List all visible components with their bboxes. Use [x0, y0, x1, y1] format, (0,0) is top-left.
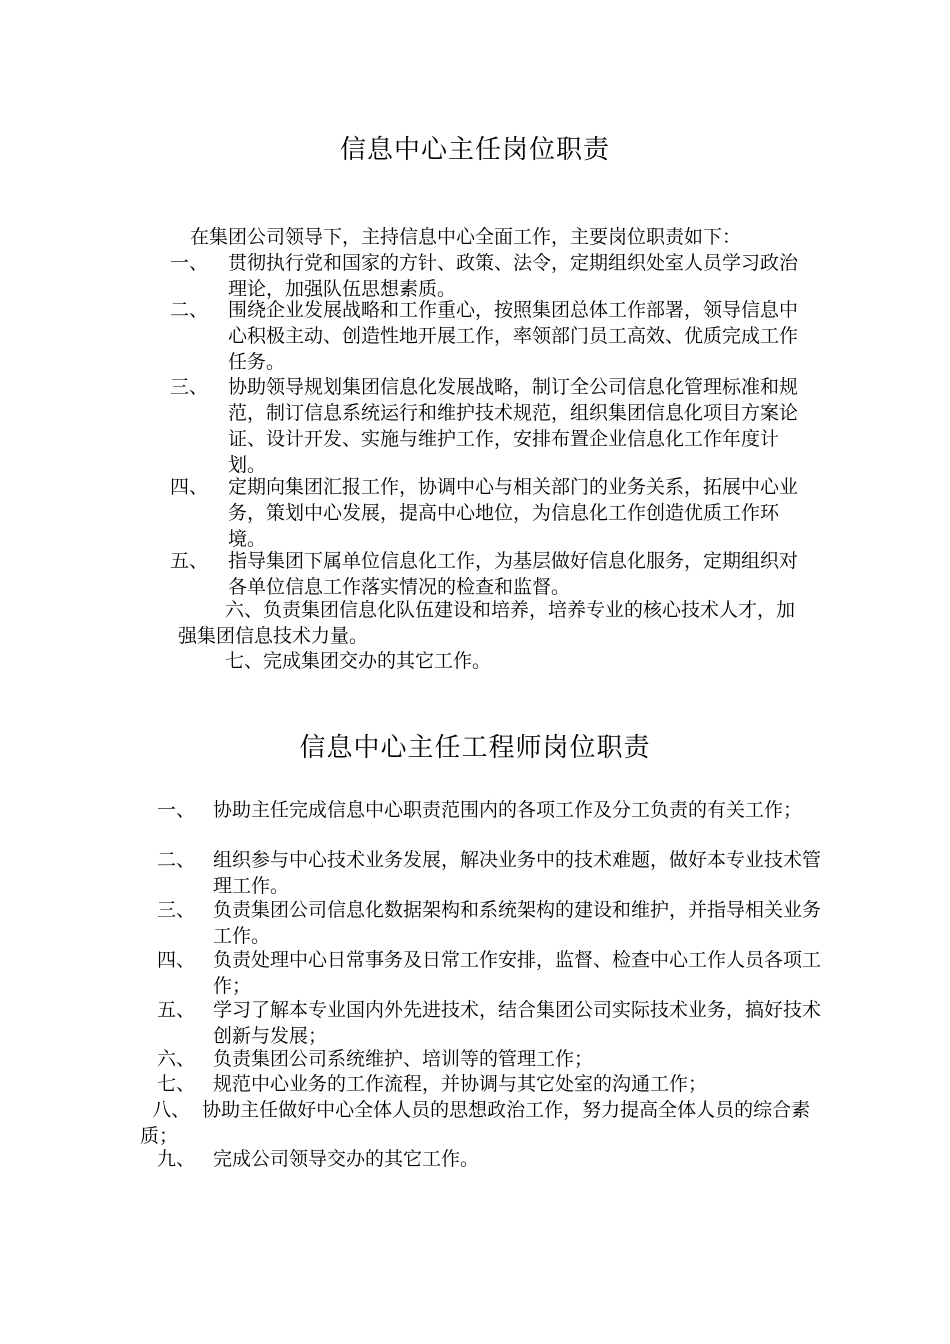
item-text: 指导集团下属单位信息化工作，为基层做好信息化服务，定期组织对各单位信息工作落实情况的检查和监督。	[228, 550, 799, 598]
item-text: 八、 协助主任做好中心全体人员的思想政治工作，努力提高全体人员的综合素质；	[140, 1099, 811, 1147]
section2-item-1	[157, 797, 822, 823]
item-number: 二、	[157, 849, 196, 871]
item-text: 围绕企业发展战略和工作重心，按照集团总体工作部署，领导信息中心积极主动、创造性地开展工作，率领部门员工高效、优质完成工作任务。	[228, 299, 799, 373]
section1-title: 信息中心主任岗位职责	[339, 135, 610, 165]
section2-title: 信息中心主任工程师岗位职责	[299, 733, 651, 763]
section1-item-2	[170, 297, 810, 375]
item-text: 七、完成集团交办的其它工作。	[225, 650, 492, 672]
item-text: 负责集团公司信息化数据架构和系统架构的建设和维护，并指导相关业务工作。	[213, 899, 822, 947]
section1-item-4	[170, 474, 810, 552]
section2-item-5	[157, 997, 822, 1049]
item-number: 一、	[170, 252, 209, 274]
section2-item-8	[140, 1097, 820, 1149]
item-number: 六、	[157, 1048, 196, 1070]
item-number: 三、	[157, 899, 196, 921]
item-text: 贯彻执行党和国家的方针、政策、法令，定期组织处室人员学习政治理论，加强队伍思想素质。	[228, 252, 799, 300]
item-text: 六、负责集团信息化队伍建设和培养，培养专业的核心技术人才，加强集团信息技术力量。	[178, 599, 796, 647]
item-number: 四、	[170, 476, 209, 498]
section1-item-3	[170, 374, 810, 478]
section2-item-7	[157, 1071, 822, 1097]
item-text: 学习了解本专业国内外先进技术，结合集团公司实际技术业务，搞好技术创新与发展；	[213, 999, 822, 1047]
item-text: 组织参与中心技术业务发展，解决业务中的技术难题，做好本专业技术管理工作。	[213, 849, 822, 897]
section2-item-6	[157, 1046, 822, 1072]
section1-item-6	[178, 597, 808, 649]
item-number: 一、	[157, 799, 196, 821]
item-number: 二、	[170, 299, 209, 321]
section1-item-1	[170, 250, 810, 302]
section2-item-9	[157, 1146, 822, 1172]
item-text: 规范中心业务的工作流程，并协调与其它处室的沟通工作；	[213, 1073, 708, 1095]
section1-item-7	[178, 648, 808, 674]
item-number: 九、	[157, 1148, 196, 1170]
item-number: 五、	[157, 999, 196, 1021]
item-text: 负责处理中心日常事务及日常工作安排，监督、检查中心工作人员各项工作；	[213, 949, 822, 997]
item-number: 七、	[157, 1073, 196, 1095]
item-number: 四、	[157, 949, 196, 971]
item-number: 三、	[170, 376, 209, 398]
item-number: 五、	[170, 550, 209, 572]
section1-item-5	[170, 548, 810, 600]
section2-item-3	[157, 897, 822, 949]
section1-intro: 在集团公司领导下，主持信息中心全面工作，主要岗位职责如下：	[190, 226, 742, 248]
item-text: 协助主任完成信息中心职责范围内的各项工作及分工负责的有关工作；	[213, 799, 803, 821]
item-text: 协助领导规划集团信息化发展战略，制订全公司信息化管理标准和规范，制订信息系统运行和维护技术规范，组织集团信息化项目方案论证、设计开发、实施与维护工作，安排布置企业信息化工作年度计划。	[228, 376, 799, 476]
section2-item-4	[157, 947, 822, 999]
section2-item-2	[157, 847, 822, 899]
item-text: 负责集团公司系统维护、培训等的管理工作；	[213, 1048, 594, 1070]
item-text: 完成公司领导交办的其它工作。	[213, 1148, 480, 1170]
item-text: 定期向集团汇报工作，协调中心与相关部门的业务关系，拓展中心业务，策划中心发展，提高中心地位，为信息化工作创造优质工作环境。	[228, 476, 799, 550]
